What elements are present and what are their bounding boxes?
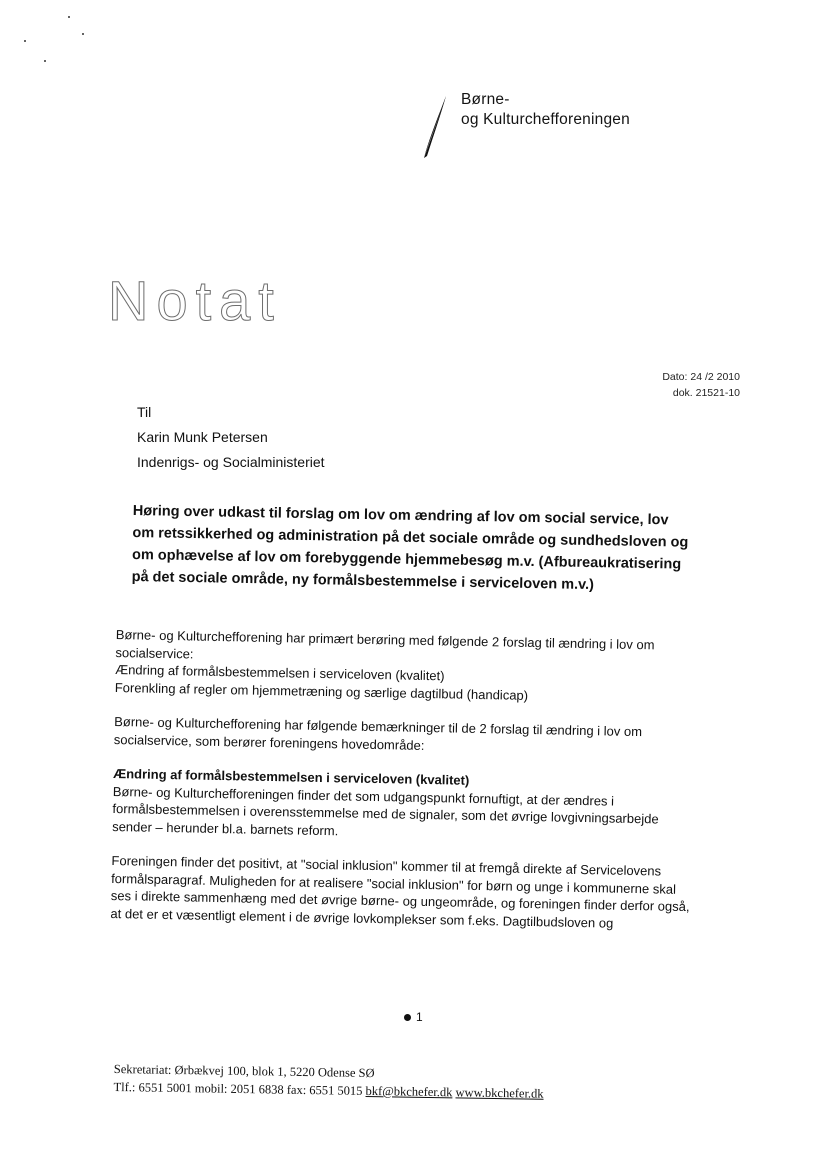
logo-wordmark bbox=[461, 90, 630, 130]
recipient-name: Karin Munk Petersen bbox=[137, 429, 268, 445]
document-date: Dato: 24 /2 2010 bbox=[662, 371, 740, 383]
scan-speck bbox=[68, 16, 70, 18]
section-heading: Ændring af formålsbestemmelsen i serviceloven (kvalitet) bbox=[113, 765, 470, 788]
page-number bbox=[404, 1010, 423, 1024]
body-intro: Børne- og Kulturchefforening har primært berøring med følgende 2 forslag til ændring i lov om socialservice: bbox=[115, 626, 655, 661]
document-meta bbox=[600, 369, 740, 401]
document-body bbox=[110, 626, 696, 950]
logo-quill-icon bbox=[420, 92, 450, 162]
section-text: Børne- og Kulturchefforeningen finder det som udgangspunkt fornuftigt, at der ændres i formålsbestemmelsen i overensstemmelse med de signaler, som det øvrige lovgivningsarbejde sender – herunder bl.a. barnets reform. bbox=[112, 783, 659, 838]
document-heading: Notat bbox=[108, 269, 282, 332]
footer-website-link[interactable]: www.bkchefer.dk bbox=[455, 1085, 544, 1101]
footer-address: Sekretariat: Ørbækvej 100, blok 1, 5220 Odense SØ bbox=[113, 1061, 375, 1081]
scan-speck bbox=[24, 40, 26, 42]
scan-speck bbox=[82, 33, 84, 35]
document-subject: Høring over udkast til forslag om lov om ændring af lov om social service, lov om retssikkerhed og administration på det sociale område og sundhedsloven og om ophævelse af lov om forebyggende hjemmebesøg m.v. (Afbureaukratisering på det sociale område, ny formålsbestemmelse i serviceloven m.v.) bbox=[131, 502, 689, 594]
body-paragraph: Børne- og Kulturchefforening har følgende bemærkninger til de 2 forslag til ændring i lov om socialservice, som berører foreningens hovedområde: bbox=[113, 713, 643, 753]
document-number: dok. 21521-10 bbox=[672, 387, 740, 399]
recipient-block bbox=[137, 400, 325, 475]
logo-line-1: Børne- bbox=[461, 91, 510, 108]
scan-speck bbox=[44, 60, 46, 62]
recipient-organization: Indenrigs- og Socialministeriet bbox=[137, 454, 325, 470]
footer-phones: Tlf.: 6551 5001 mobil: 2051 6838 fax: 6551 5015 bbox=[113, 1079, 363, 1098]
footer-email-link[interactable]: bkf@bkchefer.dk bbox=[365, 1083, 453, 1100]
proposal-item: Ændring af formålsbestemmelsen i serviceloven (kvalitet) bbox=[115, 661, 445, 684]
footer bbox=[113, 1060, 634, 1104]
bullet-icon bbox=[404, 1014, 411, 1021]
page-number-value: 1 bbox=[416, 1010, 423, 1024]
body-paragraph bbox=[112, 765, 693, 846]
body-paragraph: Foreningen finder det positivt, at "social inklusion" kommer til at fremgå direkte af Servicelovens formålsparagraf. Muligheden for at realisere "social inklusion" for børn og unge i kommunerne skal ses i direkte sammenhæng med det øvrige børne- og ungeområde, og foreningen finder derfor også, at det er et væsentligt element i de øvrige lovkomplekser som f.eks. Dagtilbudsloven og bbox=[110, 852, 690, 931]
proposal-item: Forenkling af regler om hjemmetræning og særlige dagtilbud (handicap) bbox=[114, 679, 529, 703]
recipient-to-label: Til bbox=[137, 404, 152, 420]
body-paragraph bbox=[115, 626, 696, 707]
logo-line-2: og Kulturchefforeningen bbox=[461, 111, 630, 128]
